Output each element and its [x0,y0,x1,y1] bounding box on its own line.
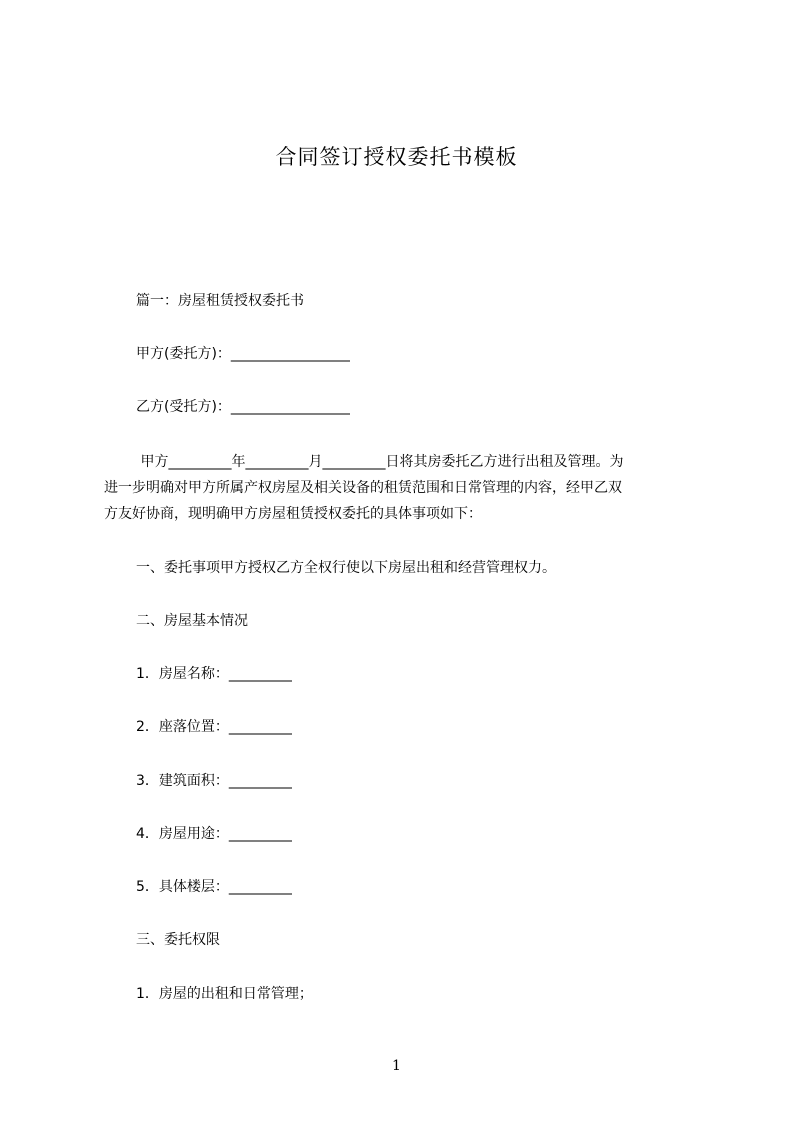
clause-property-info: 二、房屋基本情况 [136,613,248,629]
party-a-field: 甲方(委托方)：_________________ [136,346,350,362]
property-location-field: 2．座落位置：_________ [136,719,292,735]
authority-item: 1．房屋的出租和日常管理； [136,986,313,1002]
clause-authority: 三、委托权限 [136,932,220,948]
property-area-field: 3．建筑面积：_________ [136,773,292,789]
clause-entrusted-matters: 一、委托事项甲方授权乙方全权行使以下房屋出租和经营管理权力。 [136,560,556,576]
party-b-field: 乙方(受托方)：_________________ [136,399,350,415]
document-title: 合同签订授权委托书模板 [275,145,518,169]
property-name-field: 1．房屋名称：_________ [136,666,292,682]
property-floor-field: 5．具体楼层：_________ [136,879,292,895]
section-heading: 篇一：房屋租赁授权委托书 [136,293,304,309]
page-number: 1 [392,1058,401,1074]
intro-line: 方友好协商，现明确甲方房屋租赁授权委托的具体事项如下： [104,506,482,522]
intro-line: 进一步明确对甲方所属产权房屋及相关设备的租赁范围和日常管理的内容，经甲乙双 [104,480,622,496]
intro-line: 甲方_________年_________月_________日将其房委托乙方进行出租及管理。为 [136,454,624,470]
intro-paragraph [104,449,704,527]
property-usage-field: 4．房屋用途：_________ [136,826,292,842]
